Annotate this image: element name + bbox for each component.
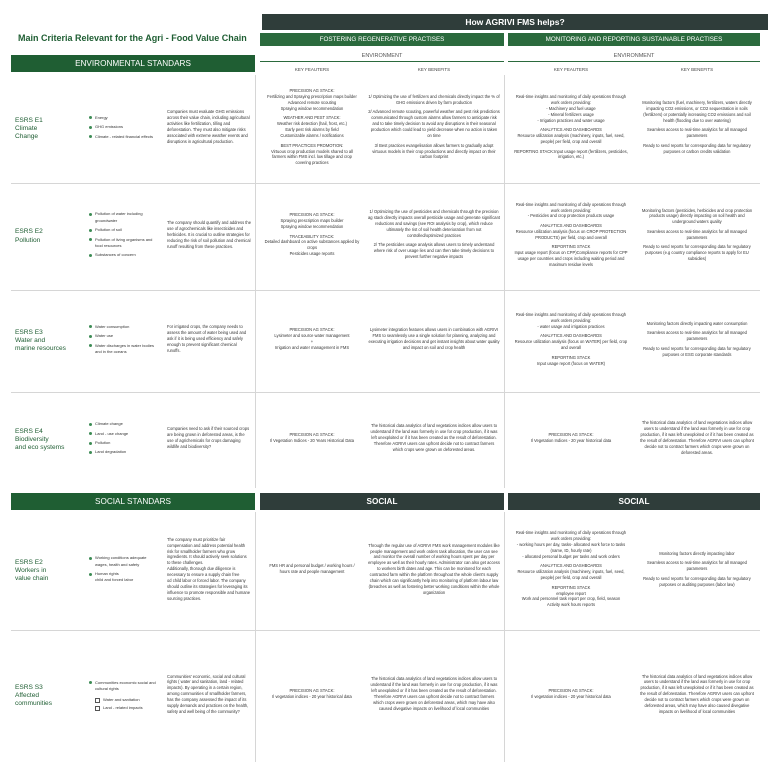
criterion-description	[167, 75, 251, 183]
monitor-title: MONITORING AND REPORTING SUSTAINABLE PRACTISES	[545, 36, 723, 43]
social-standards-label: SOCIAL STANDARS	[95, 497, 171, 506]
benefit-text: Seamless access to real-time analytics for all managed parameters	[647, 127, 747, 139]
bullet-item	[89, 124, 159, 130]
bullet-dot-icon	[89, 335, 92, 338]
criteria-bullets	[89, 75, 159, 183]
monitor-benefits	[638, 392, 756, 488]
criterion-title: ESRS E4 Biodiversity and eco systems	[15, 427, 65, 452]
criterion-description	[167, 630, 251, 762]
feature-text: ANALYTICS AND DASHBOARDS Resource utilization analysis (focus on CROP PROTECTION PRODUCTS) per field, crop and overall	[515, 222, 627, 240]
bullet-dot-icon	[89, 344, 92, 347]
bullet-item	[89, 421, 159, 427]
social-standards-band	[11, 493, 255, 510]
regen-benefits-header: KEY BENEFITS	[417, 67, 451, 72]
bullet-dot-icon	[89, 116, 92, 119]
regen-social-label: SOCIAL	[366, 497, 398, 506]
feature-text: REPORTING STACK employee report Work and personnel task report per crop, field, season Activity work hours reports	[521, 584, 621, 608]
benefit-text: Ready to send reports for corresponding data for regulatory purposes or ESG corporate standards	[643, 345, 751, 357]
feature-text: FMS HR and personal budget / working hours / hours rate and people management	[269, 563, 355, 575]
benefit-text: Monitoring factors (pesticides, herbicides and crop protection products usage) directly impacting on soil health and underground waters quality	[641, 207, 753, 225]
monitor-features	[512, 630, 630, 762]
bullet-dot-icon	[89, 557, 92, 560]
criterion-cell	[15, 630, 81, 762]
regen-env-label: ENVIRONMENT	[361, 52, 403, 59]
bullet-item	[89, 571, 159, 584]
grid-line	[255, 512, 256, 762]
criterion-title: ESRS E1 Climate Change	[15, 116, 43, 141]
criterion-description	[167, 512, 251, 630]
regen-features	[264, 290, 360, 392]
bullet-item	[89, 333, 159, 339]
feature-text: PRECISION AG STACK: Spraying prescription maps builder Spraying window recommendation	[280, 212, 344, 230]
env-standards-label: ENVIRONMENTAL STANDARS	[75, 59, 191, 68]
checkbox-icon	[95, 698, 100, 703]
bullet-item	[89, 227, 159, 233]
feature-text: Real-time insights and monitoring of daily operations through work orders providing: - Pesticides and crop protection products usage	[515, 201, 627, 219]
benefit-text: 2/ The pesticides usage analysis allows users to timely understand where risk of over usage lies and can then take timely decisions to prevent further negative impacts	[373, 242, 495, 260]
bullet-label: Substances of concern	[95, 252, 136, 258]
benefit-text: Through the regular use of AGRIVI FMS work management modules like people management and work orders task allocation, the user can see and monitor the overall number of working hours spent per day per employee as well as their hourly rates. Administrator can also get access to workers birth dates and age. This can be monitored for each contracted farm within the platform throughout the whole client's supply chain which can significantly help into monitoring of platform labour law (breaches as well as fostering better working conditions within the whole organization	[368, 542, 500, 595]
criterion-cell	[15, 183, 81, 290]
regen-features	[264, 75, 360, 183]
monitor-env-label: ENVIRONMENT	[613, 52, 655, 59]
regen-benefits	[368, 630, 500, 762]
sub-bullet-label: Land - related impacts	[103, 704, 143, 710]
help-banner-title: How AGRIVI FMS helps?	[465, 17, 565, 27]
bullet-dot-icon	[89, 325, 92, 328]
feature-text: REPORTING STACK Input usage report (focus on WATER)	[536, 354, 606, 366]
bullet-label: GHG emissions	[95, 124, 124, 130]
bullet-dot-icon	[89, 238, 92, 241]
benefit-text: Monitoring factors directly impacting water consumption	[646, 320, 748, 326]
monitor-benefits-header: KEY BENEFITS	[680, 67, 714, 72]
regen-benefits	[368, 290, 500, 392]
regen-features	[264, 512, 360, 630]
bullet-label: Pollution	[95, 440, 111, 445]
feature-text: PRECISION AG STACK: Il vegetation indices - 20 year historical data	[531, 688, 611, 700]
monitor-benefits	[638, 512, 756, 630]
description-text: Companies must evaluate GHG emissions across their value chain, including agricultural activities like fertilization, tilling and deforestation. They must also mitigate risks associated with extreme weather events and disruptions in agricultural production.	[167, 109, 250, 145]
feature-text: PRECISION AG STACK: Il Vegetation Indices - 20 year historical data	[530, 432, 612, 444]
bullet-label: Pollution of water including groundwater	[95, 211, 143, 223]
bullet-dot-icon	[89, 213, 92, 216]
criteria-bullets	[89, 512, 159, 630]
description-text: For irrigated crops, the company needs to assess the amount of water being used and ask if it is being used efficiency and safely enough to prevent significant chemical runoffs.	[167, 324, 247, 354]
benefit-text: Seamless access to real-time analytics for all managed parameters	[647, 228, 747, 240]
monitor-benefits	[638, 75, 756, 183]
regen-benefits	[368, 392, 500, 488]
regen-social-band	[260, 493, 504, 510]
checkbox-icon	[95, 706, 100, 711]
bullet-dot-icon	[89, 423, 92, 426]
benefit-text: The historical data analytics of land vegetations indices allow users to understand if the land was formerly in use for crop production, if it was left unexploited or if it has been created as the result of deforestation. Therefore AGRIVI users can upfront decide not to contract farmers which crops were grown on deforested areas, which may have also caused divegative impacts on livelihood of local communities	[370, 676, 498, 712]
benefit-text: 2/ Advanced remote scouting, powerful weather and pest risk predictions communicated through custom alarms allow farmers to anticipate risk and to take timely decision to avoid any disruptions in their seasonal production which could lead to yield decrease when no action is taken on time	[368, 109, 500, 139]
bullet-item	[89, 431, 159, 437]
criterion-title: ESRS E2 Workers in value chain	[15, 558, 49, 583]
bullet-label: Communities economic social and cultural rights	[95, 679, 156, 692]
description-text: The company must prioritize fair compensation and address potential health risk for smallholder farmers who grow ingredients. It should actively seek solutions to these challenges. Additionally, thorough due diligence is necessary to ensure a supply chain free od child labor or forced labor. The company should outline its strategies for leveraging its influence to promote responsible and humane sourcing practices.	[167, 536, 251, 601]
regen-features-header: KEY FEAUTERS	[294, 67, 330, 72]
bullet-label: Climate change	[95, 421, 123, 427]
bullet-dot-icon	[89, 254, 92, 257]
bullet-item	[89, 555, 159, 568]
benefit-text: 3/ Best practices evangelisation allows farmers to gradually adopt virtuous models in their crop productions and directly impact on their carbon footprint	[372, 142, 496, 160]
benefit-text: 1/ Optimizing the use of fertilizers and chemicals directly impact the % of GHG emissions driven by farm production	[368, 94, 500, 106]
regen-header	[260, 33, 504, 46]
feature-text: ANALYTICS AND DASHBOARDS Resource utilization analysis (machinery, inputs, fuel, seed, people) per field, crop and overall	[517, 563, 625, 581]
criterion-cell	[15, 75, 81, 183]
bullet-item	[89, 680, 159, 693]
bullet-dot-icon	[89, 442, 92, 445]
feature-text: ANALYTICS AND DASHBOARDS Resource utilization analysis (focus on WATER) per field, crop and overall	[514, 333, 628, 351]
criterion-description	[167, 290, 251, 392]
regen-benefits	[368, 183, 500, 290]
regen-benefits	[368, 75, 500, 183]
feature-text: REPORTING STACK Input usage report (focus on CPP)Compliance reports for CPP usage per countries and crops including waiting period and maximum residue levels	[514, 244, 628, 267]
description-text: Communities' economic, social and cultural rights ( water and sanitation, land - related impacts). By operating in a certain region, among communities of smallholder farmers, has the company assessed the impact of its supply demands and practices on the health, safety and well being of the community?	[167, 673, 249, 715]
bullet-item	[89, 343, 159, 356]
feature-text: Real-time insights and monitoring of daily operations through work orders providing: - water usage and irrigation practices	[515, 312, 627, 329]
monitor-benefits	[638, 630, 756, 762]
criteria-bullets	[89, 183, 159, 290]
feature-text: PRECISION AG STACK: Fertilizing and Spraying prescription maps builder Advanced remote scouting Spraying window recommendation	[267, 88, 357, 111]
bullet-label: Human rights child and forced labor	[95, 571, 134, 583]
description-text: The company should quantify and address the use of agrochemicals like insecticides and herbicides. It is crucial to outline strategies for reducing the risk of soil pollution and chemical runoff resulting from these practices.	[167, 219, 251, 249]
bullet-dot-icon	[89, 135, 92, 138]
bullet-label: Climate - related financial effects	[95, 133, 153, 139]
benefit-text: Ready to send reports for corresponding data for regulatory purposes or carbon credits validation	[643, 142, 751, 154]
feature-text: WEATHER AND PEST STACK: Weather risk detection (hail, frost, etc.) Early pest risk alarms by field Customizable alarms / notifications	[277, 115, 347, 139]
bullet-label: Energy	[95, 114, 108, 120]
bullet-label: Working conditions adequate wages, health and safety	[95, 555, 147, 567]
bullet-label: Pollution of living organisms and food resources	[95, 236, 153, 248]
benefit-text: Ready to send reports for corresponding data for regulatory purposes (e.g country compliance reports to apply for EU subsidies)	[643, 244, 751, 262]
bullet-label: Water consumption	[95, 323, 130, 329]
grid-line	[255, 75, 256, 488]
help-banner	[262, 14, 768, 30]
bullet-label: Land degradation	[95, 449, 127, 455]
criterion-description	[167, 183, 251, 290]
monitor-benefits	[638, 290, 756, 392]
regen-features	[264, 630, 360, 762]
monitor-features	[512, 290, 630, 392]
criterion-title: ESRS E2 Pollution	[15, 228, 43, 244]
feature-text: PRECISION AG STACK: Il vegetation indices - 20 year historical data	[272, 688, 352, 700]
page-title: Main Criteria Relevant for the Agri - Food Value Chain	[18, 33, 247, 43]
description-text: Companies need to ask if their sourced crops are being grown in deforested areas, is the use of agrichemicals for crops damaging wildlife and biodiversity?	[167, 426, 250, 450]
monitor-features	[512, 75, 630, 183]
benefit-text: Ready to send reports for corresponding data for regulatory purposes or auditing purposes (labor law)	[643, 575, 751, 587]
bullet-label: Water discharges in water bodies and in the oceans	[95, 342, 154, 354]
bullet-dot-icon	[89, 229, 92, 232]
bullet-item	[89, 440, 159, 446]
bullet-dot-icon	[89, 126, 92, 129]
bullet-label: Land - use change	[95, 430, 129, 436]
monitor-features	[512, 183, 630, 290]
bullet-dot-icon	[89, 432, 92, 435]
regen-features	[264, 183, 360, 290]
sub-bullet-item	[95, 705, 159, 711]
benefit-text: 1/ Optimizing the use of pesticides and chemicals through the precision ag stack directly impacts overall pesticide usage and generate significant reductions and savings (see ROI analysis by crop), which reduce ultimately the rist of soil health deterioration from not controlled/optimized practices	[368, 209, 500, 238]
sub-bullet-item	[95, 697, 159, 703]
criterion-description	[167, 392, 251, 488]
bullet-item	[89, 252, 159, 258]
criteria-bullets	[89, 290, 159, 392]
bullet-dot-icon	[89, 573, 92, 576]
bullet-item	[89, 324, 159, 330]
criteria-bullets	[89, 630, 159, 762]
benefit-text: Monitoring factors directly impacting labor	[659, 550, 735, 556]
criterion-cell	[15, 392, 81, 488]
feature-text: BEST PRACTICES PROMOTION: Virtuous crop production models shared to all farmers within FMS incl. low tillage and crop covering practices	[270, 142, 354, 166]
benefit-text: Seamless access to real-time analytics for all managed parameters	[647, 560, 747, 572]
bullet-item	[89, 449, 159, 455]
feature-text: Real-time insights and monitoring of daily operations through work orders providing: - Machinery and fuel usage - Mineral fertilizers usage - Irrigation practices and water usage	[515, 94, 627, 123]
feature-text: Real-time insights and monitoring of daily operations through work orders providing: - working hours per day, tasks- allocated work force to tasks (name, ID, hourly rate) - allocated personal budget per tasks and work orders	[515, 530, 627, 559]
criterion-cell	[15, 512, 81, 630]
criterion-title: ESRS E3 Water and marine resources	[15, 328, 66, 353]
regen-title: FOSTERING REGENERATIVE PRACTISES	[319, 36, 445, 43]
monitor-features-header: KEY FEAUTERS	[553, 67, 589, 72]
monitor-features	[512, 512, 630, 630]
benefit-text: The historical data analytics of land vegetations indices allow users to understand if the land was formerly in use for crop production, if it was left unexploited or if it has been created as the result of deforestation. Therefore AGRIVI users can upfront decide not to contract farmers which crops were grown on deforested areas.	[640, 420, 754, 456]
benefit-text: Lysimeter integration features allows users in combination with AGRIVI FMS to seamlessly use a single solution for planning, analyzing and executing irrigation decisions and get instant insights about water quality and impact on soil and crop health	[368, 327, 500, 351]
bullet-dot-icon	[89, 451, 92, 454]
bullet-dot-icon	[89, 681, 92, 684]
bullet-item	[89, 134, 159, 140]
grid-line	[504, 75, 505, 488]
sub-bullet-label: Water and sanitation	[103, 696, 140, 702]
criteria-bullets	[89, 392, 159, 488]
feature-text: PRECISION AG STACK: Lysimeter and source water management + Irrigation and water management in FMS	[274, 327, 350, 351]
criterion-title: ESRS S3 Affected communities	[15, 683, 53, 708]
bullet-label: Pollution of soil	[95, 227, 122, 233]
benefit-text: The historical data analytics of land vegetations indices allow users to understand if the land was formerly in use for crop production, if it was left unexploited or if it has been created as the result of deforestation. Therefore AGRIVI users can upfront decide not to contract farmers which crops were grown on deforested areas.	[370, 423, 498, 453]
bullet-label: Water use	[95, 333, 114, 339]
regen-benefits	[368, 512, 500, 630]
bullet-item	[89, 237, 159, 250]
criterion-cell	[15, 290, 81, 392]
monitor-social-band	[508, 493, 760, 510]
benefit-text: The historical data analytics of land vegetations indices allow users to understand if the land was formerly in use for crop production, if it was left unexploited or if it has been created as the result of deforestation. Therefore AGRIVI users can upfront decide not to contract farmers which crops were grown on deforested areas, which may have also caused divegative impacts on livelihood of local communities	[640, 673, 754, 715]
feature-text: TRACEABILITY STACK: Detailed dashboard on active substances applied by crops Pesticides usage reports	[264, 233, 360, 257]
monitor-header	[508, 33, 760, 46]
regen-features	[264, 392, 360, 488]
regen-divider	[260, 61, 504, 62]
grid-line	[504, 512, 505, 762]
monitor-benefits	[638, 183, 756, 290]
benefit-text: Monitoring factors (fuel, machinery, fertilizers, waters directly impacting CO2 emissions, or CO2 sequestration in soils (fertilizers) or potentially increasing CO2 emissions and soil health (flooding due to over watering)	[642, 100, 752, 123]
bullet-item	[89, 115, 159, 121]
benefit-text: Seamless access to real-time analytics for all managed parameters	[647, 330, 747, 342]
monitor-features	[512, 392, 630, 488]
monitor-divider	[508, 61, 760, 62]
feature-text: ANALYTICS AND DASHBOARDS Resource utilization analysis (machinery, inputs, fuel, seed, people) per field, crop and overall	[517, 127, 625, 145]
env-standards-band	[11, 55, 255, 72]
bullet-item	[89, 211, 159, 224]
feature-text: PRECISION AG STACK: Il Vegetation Indices - 20 Years Historical Data	[270, 432, 354, 444]
feature-text: REPORTING STACK:Input usage report (fertilizers, pesticides, irrigation, etc.)	[514, 148, 628, 160]
monitor-social-label: SOCIAL	[618, 497, 650, 506]
